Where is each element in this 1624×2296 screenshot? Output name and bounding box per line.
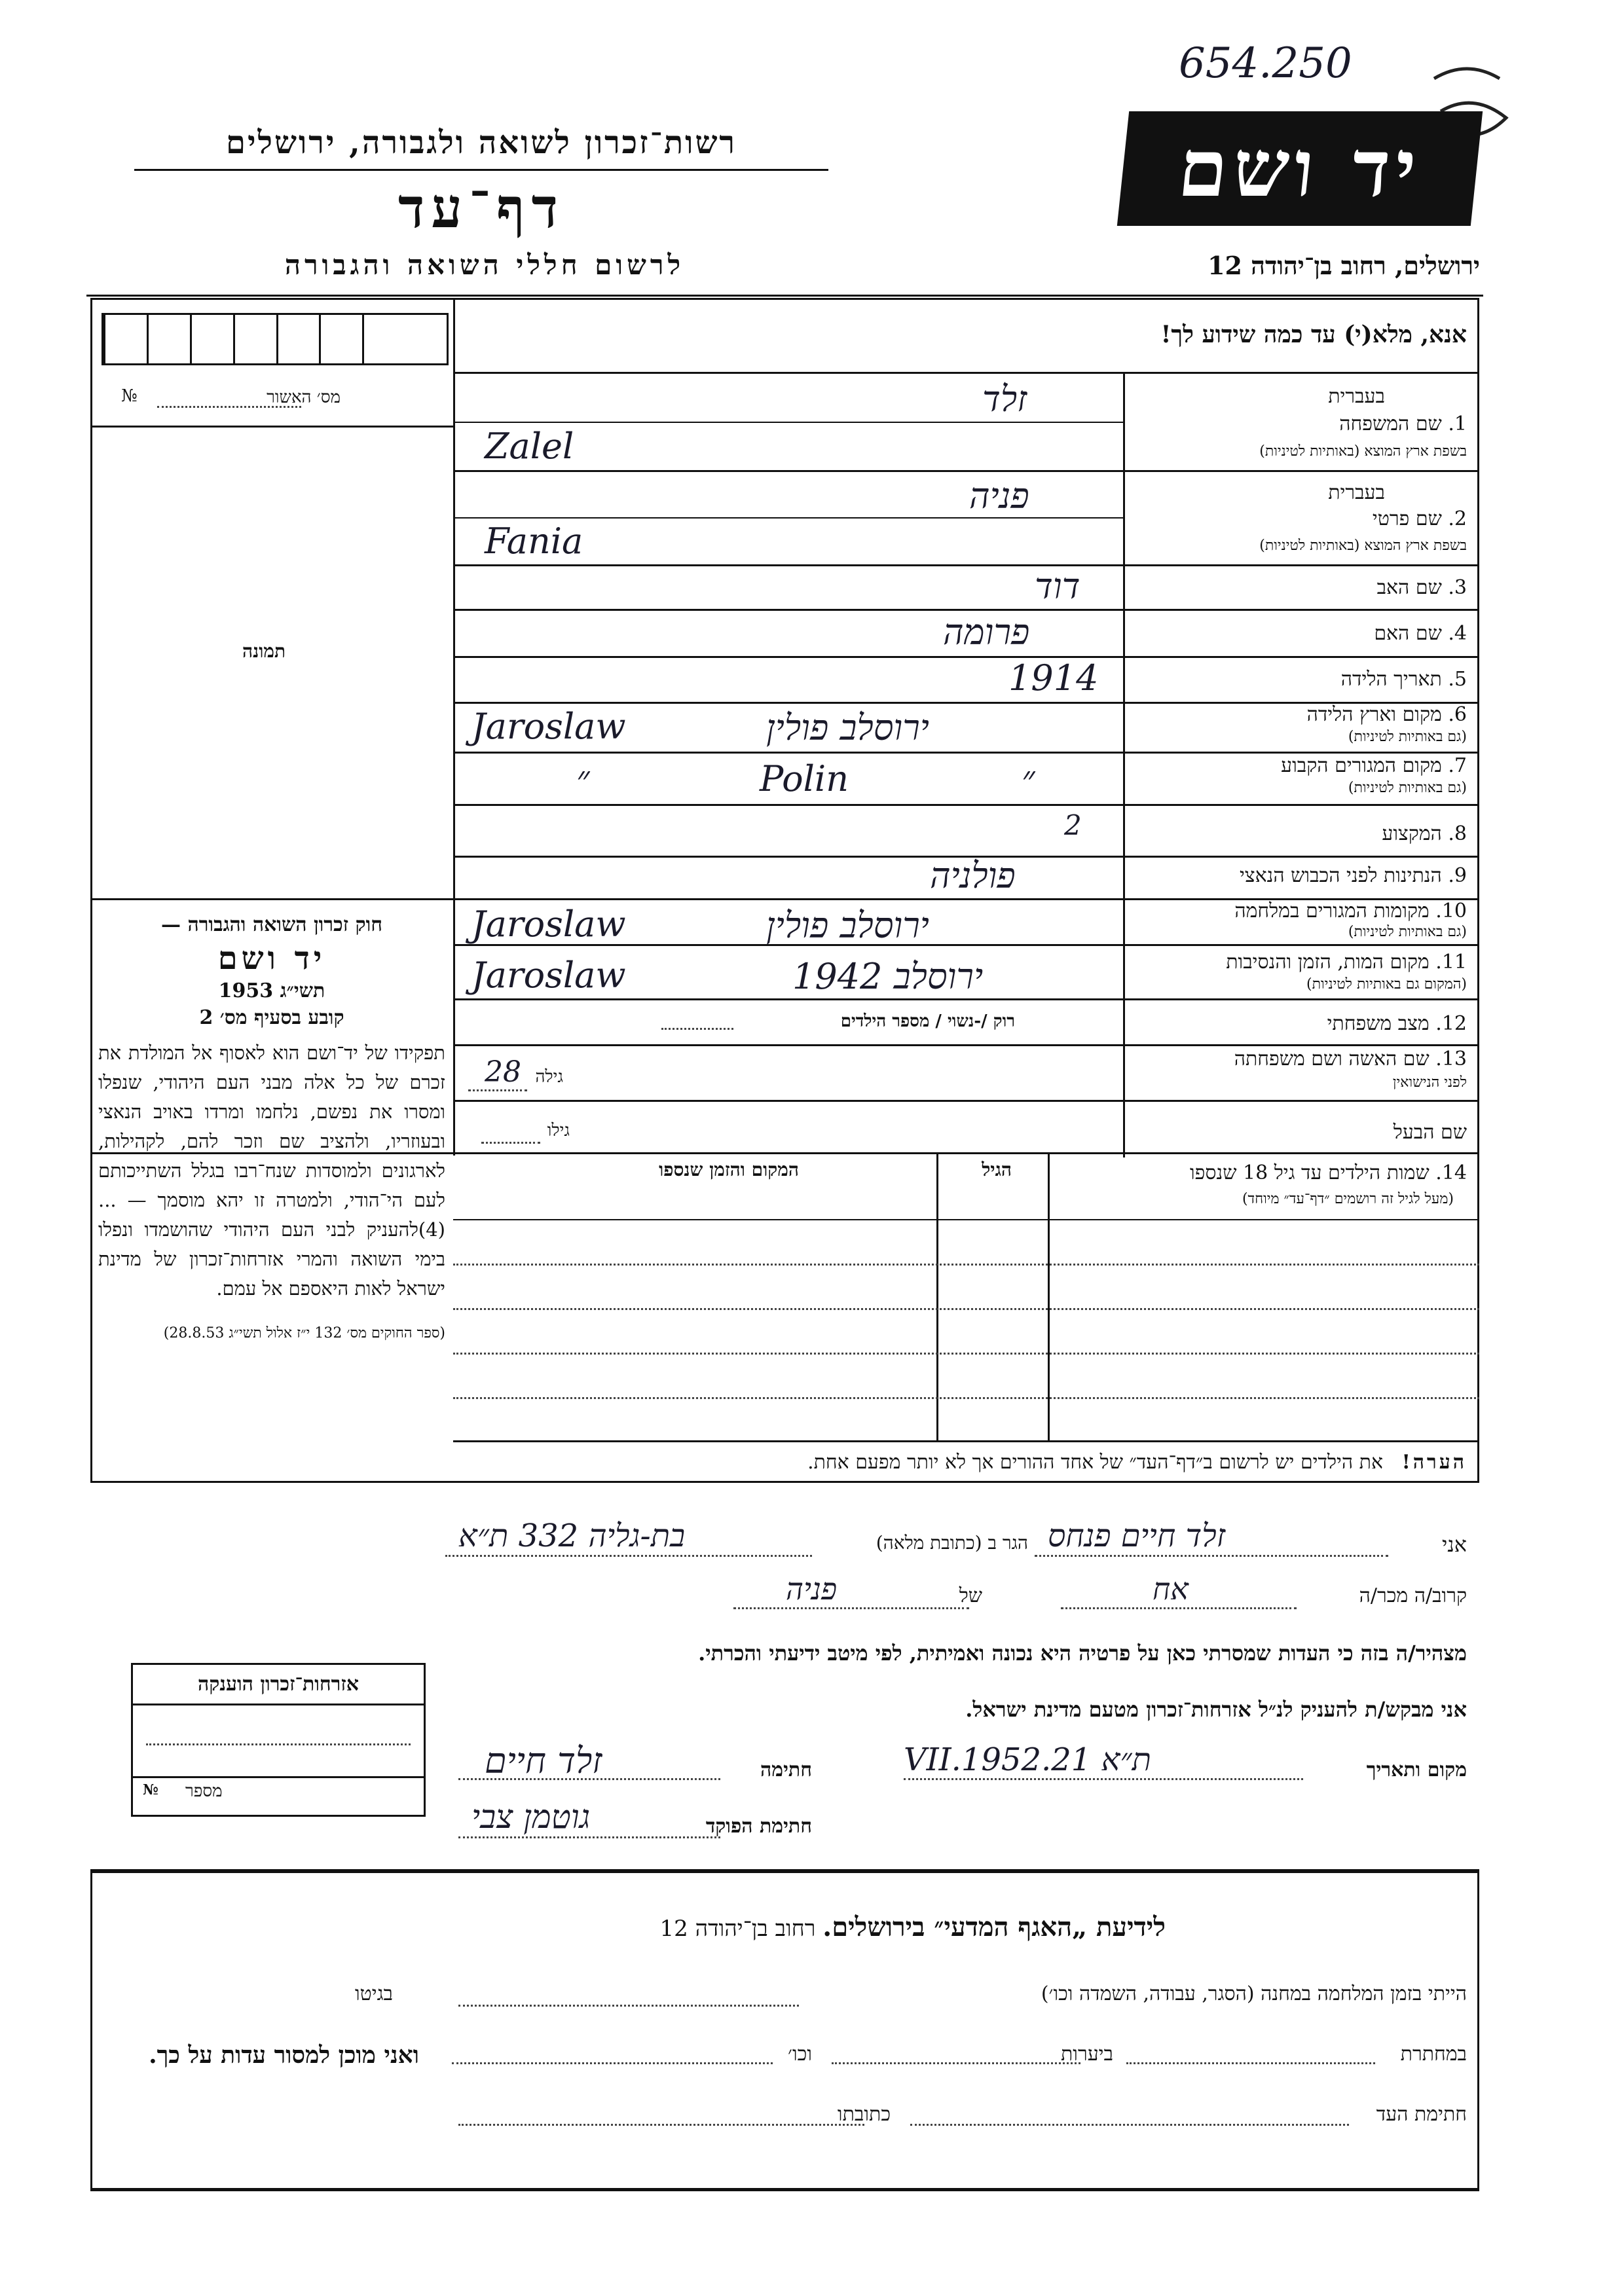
field-11-label — [1226, 951, 1467, 974]
field-10-label — [1234, 900, 1467, 922]
field-2-value-lat: Fania — [485, 520, 583, 562]
law-clause: קובע בסעיף מס׳ 2 — [199, 1006, 344, 1029]
footer-line2-c: וכו׳ — [788, 2043, 812, 2066]
field-2-label — [1373, 507, 1467, 530]
law-title: חוק זכרון השואה והגבורה — — [161, 913, 382, 936]
witness-of-value: פניה — [786, 1571, 838, 1607]
footer-title: לידיעת „האגף המדעי״ בירושלים. — [822, 1912, 1166, 1942]
field-6-value-lat: Jaroslaw — [471, 706, 626, 747]
field-7-name: מקום המגורים הקבוע — [1281, 754, 1442, 777]
field-1-heb-tag: בעברית — [1328, 385, 1385, 408]
law-body: תפקידו של יד־ושם הוא לאסוף אל המולדת את זכרם של כל אלה מבני העם היהודי, שנפלו ומסרו את נפשם, נלחמו ומרדו באויב הנאצי ובעוזריו, ולהציב שם וזכר להם, לקהילות, לארגונים ולמוסדות שנח־רבו בגלל השתייכותם לעם הי־הודי, ולמטרה זו יהא מוסמך — ...(4)להעניק לבני העם היהודי שהושמדו ונפלו בימי השואה והמרי אזרחות־זכרון של מדינת ישראל לאות היאספם אל עמם. — [98, 1042, 445, 1300]
approval-no: № — [121, 386, 138, 406]
field-7-label — [1281, 754, 1467, 777]
field-10-value-lat: Jaroslaw — [471, 903, 626, 945]
children-header — [1190, 1161, 1467, 1184]
field-10-sub: (גם באותיות לטיניות) — [1348, 924, 1467, 940]
law-year: תשי״ג 1953 — [218, 979, 325, 1002]
place-date-value: ת״א 21.VII.1952 — [904, 1741, 1151, 1778]
citizenship-number-label: מספר — [185, 1781, 223, 1801]
approval-label: מס׳ האשור — [267, 388, 341, 407]
field-1-value-lat: Zalel — [485, 426, 574, 467]
field-6-sub: (גם באותיות לטיניות) — [1348, 729, 1467, 745]
field-8-name: המקצוע — [1382, 822, 1442, 845]
org-title: רשות־זכרון לשואה ולגבורה, ירושלים — [225, 124, 737, 161]
field-9-name: הנתינות לפני הכבוש הנאצי — [1240, 864, 1442, 887]
field-1-num: 1. — [1448, 412, 1467, 435]
field-1-value-heb: זלד — [982, 378, 1027, 420]
children-rows — [453, 1219, 1479, 1442]
field-5-value: 1914 — [1008, 657, 1099, 699]
field-13-name: שם האשה ושם משפחתה — [1234, 1048, 1430, 1070]
law-logo: יד ושם — [217, 940, 326, 977]
children-age-col: הגיל — [982, 1159, 1012, 1180]
instruction: אנא, מלא(י) עד כמה שידוע לך! — [1160, 321, 1467, 348]
field-12-num: 12. — [1435, 1012, 1467, 1035]
citizenship-box — [131, 1663, 426, 1817]
footer-line3-a: חתימת העד — [1376, 2103, 1467, 2126]
field-5-num: 5. — [1448, 668, 1467, 691]
law-ref: (ספר החוקים מס׳ 132 י״ז אלול תשי״ג 28.8.53) — [163, 1325, 445, 1341]
witness-relative-label: קרוב/ה מכר/ה — [1359, 1584, 1467, 1607]
field-1-sub: בשפת ארץ המוצא (באותיות לטיניות) — [1259, 443, 1467, 460]
logo-text: יד ושם — [1173, 122, 1426, 215]
approval-boxes — [101, 313, 449, 365]
field-10-value-heb: ירוסלב פולין — [766, 905, 929, 946]
field-2-num: 2. — [1448, 507, 1467, 530]
witness-relative-value: אח — [1153, 1571, 1189, 1607]
officer-value: גוטמן צבי — [471, 1798, 591, 1836]
children-num: 14. — [1435, 1161, 1467, 1184]
logo — [1117, 111, 1483, 226]
field-6-label — [1307, 703, 1467, 726]
field-3-num: 3. — [1448, 576, 1467, 599]
field-12-value: רוק /-נשוי / מספר הילדים — [840, 1011, 1015, 1031]
witness-i-value: זלד חיים פנחס — [1048, 1518, 1226, 1554]
field-2-heb-tag: בעברית — [1328, 481, 1385, 504]
field-2-sub: בשפת ארץ המוצא (באותיות לטיניות) — [1259, 538, 1467, 554]
field-2-value-heb: פניה — [969, 475, 1029, 517]
field-7-mark-2: ״ — [1022, 758, 1035, 799]
witness-address-value: בת-גליה 332 ת״א — [458, 1518, 686, 1554]
husband-label: שם הבעל — [1393, 1121, 1467, 1144]
children-header-text: שמות הילדים עד גיל 18 שנספו — [1190, 1161, 1430, 1184]
field-1-label — [1339, 412, 1467, 435]
signature-label: חתימה — [760, 1758, 812, 1781]
field-9-value: פולניה — [930, 855, 1016, 896]
field-6-num: 6. — [1448, 703, 1467, 726]
address: ירושלים, רחוב בן־יהודה 12 — [1208, 251, 1480, 280]
note — [807, 1451, 1467, 1474]
field-7-value-lat: Polin — [760, 758, 849, 799]
field-8-num: 8. — [1448, 822, 1467, 845]
field-11-name: מקום המות, הזמן והנסיבות — [1226, 951, 1430, 974]
field-7-mark-1: ״ — [576, 758, 590, 799]
citizenship-title: אזרחות־זכרון הוענקה — [133, 1665, 424, 1705]
witness-lives-label: הגר ב (כתובת מלאה) — [876, 1532, 1028, 1554]
field-10-name: מקומות המגורים במלחמה — [1234, 900, 1430, 922]
field-13-age-label: גילה — [535, 1067, 563, 1087]
field-3-value: דוד — [1035, 566, 1080, 607]
field-4-label — [1374, 622, 1467, 645]
note-text: את הילדים יש לרשום ב״דף־העד״ של אחד ההורים אך לא יותר מפעם אחת. — [807, 1451, 1383, 1474]
field-13-num: 13. — [1435, 1048, 1467, 1070]
citizenship-no: № — [143, 1781, 158, 1798]
field-6-value-heb: ירוסלב פולין — [766, 707, 929, 748]
field-11-value-lat: Jaroslaw — [471, 955, 626, 996]
note-label: הערה! — [1401, 1451, 1467, 1474]
field-1-name: שם המשפחה — [1339, 412, 1442, 435]
field-7-sub: (גם באותיות לטיניות) — [1348, 780, 1467, 796]
field-4-num: 4. — [1448, 622, 1467, 645]
footer-line2-d: ואני מוכן למסור עדות על כך. — [149, 2041, 419, 2069]
field-8-value: 2 — [1064, 809, 1082, 841]
footer-line1: הייתי בזמן המלחמה במחנה (הסגר, עבודה, השמדה וכו׳) — [1041, 1982, 1467, 2005]
field-7-num: 7. — [1448, 754, 1467, 777]
field-9-num: 9. — [1448, 864, 1467, 887]
footer-line1-end: בגיטו — [354, 1982, 393, 2005]
field-11-sub: (המקום גם באותיות לטיניות) — [1306, 976, 1467, 993]
children-sub: (מעל לגיל זה רושמים ״דף־עד״ מיוחד) — [1242, 1191, 1454, 1207]
field-13-age-value: 28 — [485, 1055, 521, 1089]
form-title: דף־עד — [397, 175, 564, 240]
field-3-name: שם האב — [1376, 576, 1442, 599]
footer-line2-a: במחתרת — [1400, 2043, 1467, 2066]
field-12-label — [1327, 1012, 1467, 1035]
law-box — [98, 913, 445, 1344]
field-11-num: 11. — [1435, 951, 1467, 974]
field-11-value-heb: ירוסלב 1942 — [792, 956, 984, 997]
witness-i-label: אני — [1442, 1532, 1467, 1557]
field-13-label — [1234, 1048, 1467, 1070]
footer-line3-b: כתובתו — [837, 2103, 891, 2126]
place-date-label: מקום ותאריך — [1366, 1758, 1467, 1781]
field-2-name: שם פרטי — [1372, 507, 1442, 530]
field-3-label — [1377, 576, 1467, 599]
footer-address: רחוב בן־יהודה 12 — [659, 1916, 816, 1942]
field-10-num: 10. — [1435, 900, 1467, 922]
field-4-name: שם האם — [1374, 622, 1442, 645]
archive-number: 654.250 — [1179, 39, 1352, 88]
photo-label: תמונה — [242, 640, 286, 662]
signature-value: זלד חיים — [485, 1740, 602, 1781]
children-place-col: המקום והזמן שנספו — [659, 1159, 799, 1180]
husband-age-label: גילו — [547, 1121, 570, 1140]
field-13-sub: לפני הנישואין — [1392, 1074, 1467, 1091]
field-12-name: מצב משפחתי — [1327, 1012, 1430, 1035]
field-9-label — [1240, 864, 1467, 887]
field-6-name: מקום וארץ הלידה — [1306, 703, 1442, 726]
witness-of-label: של — [959, 1584, 982, 1607]
officer-label: חתימת הפוקד — [705, 1815, 812, 1838]
footer-title-line — [660, 1912, 1166, 1942]
form-subtitle: לרשום חללי השואה והגבורה — [284, 249, 685, 281]
witness-declare: מצהיר/ה בזה כי העדות שמסרתי כאן על פרטיה היא נכונה ואמיתית, לפי מיטב ידיעתי והכרתי. — [698, 1641, 1467, 1666]
field-5-name: תאריך הלידה — [1340, 668, 1442, 691]
field-5-label — [1341, 668, 1467, 691]
footer-line2-b: ביערות — [1060, 2043, 1113, 2066]
field-8-label — [1382, 822, 1467, 845]
witness-request: אני מבקש/ת להעניק לנ״ל אזרחות־זכרון מטעם מדינת ישראל. — [965, 1697, 1467, 1722]
field-4-value: פרומה — [943, 611, 1030, 653]
